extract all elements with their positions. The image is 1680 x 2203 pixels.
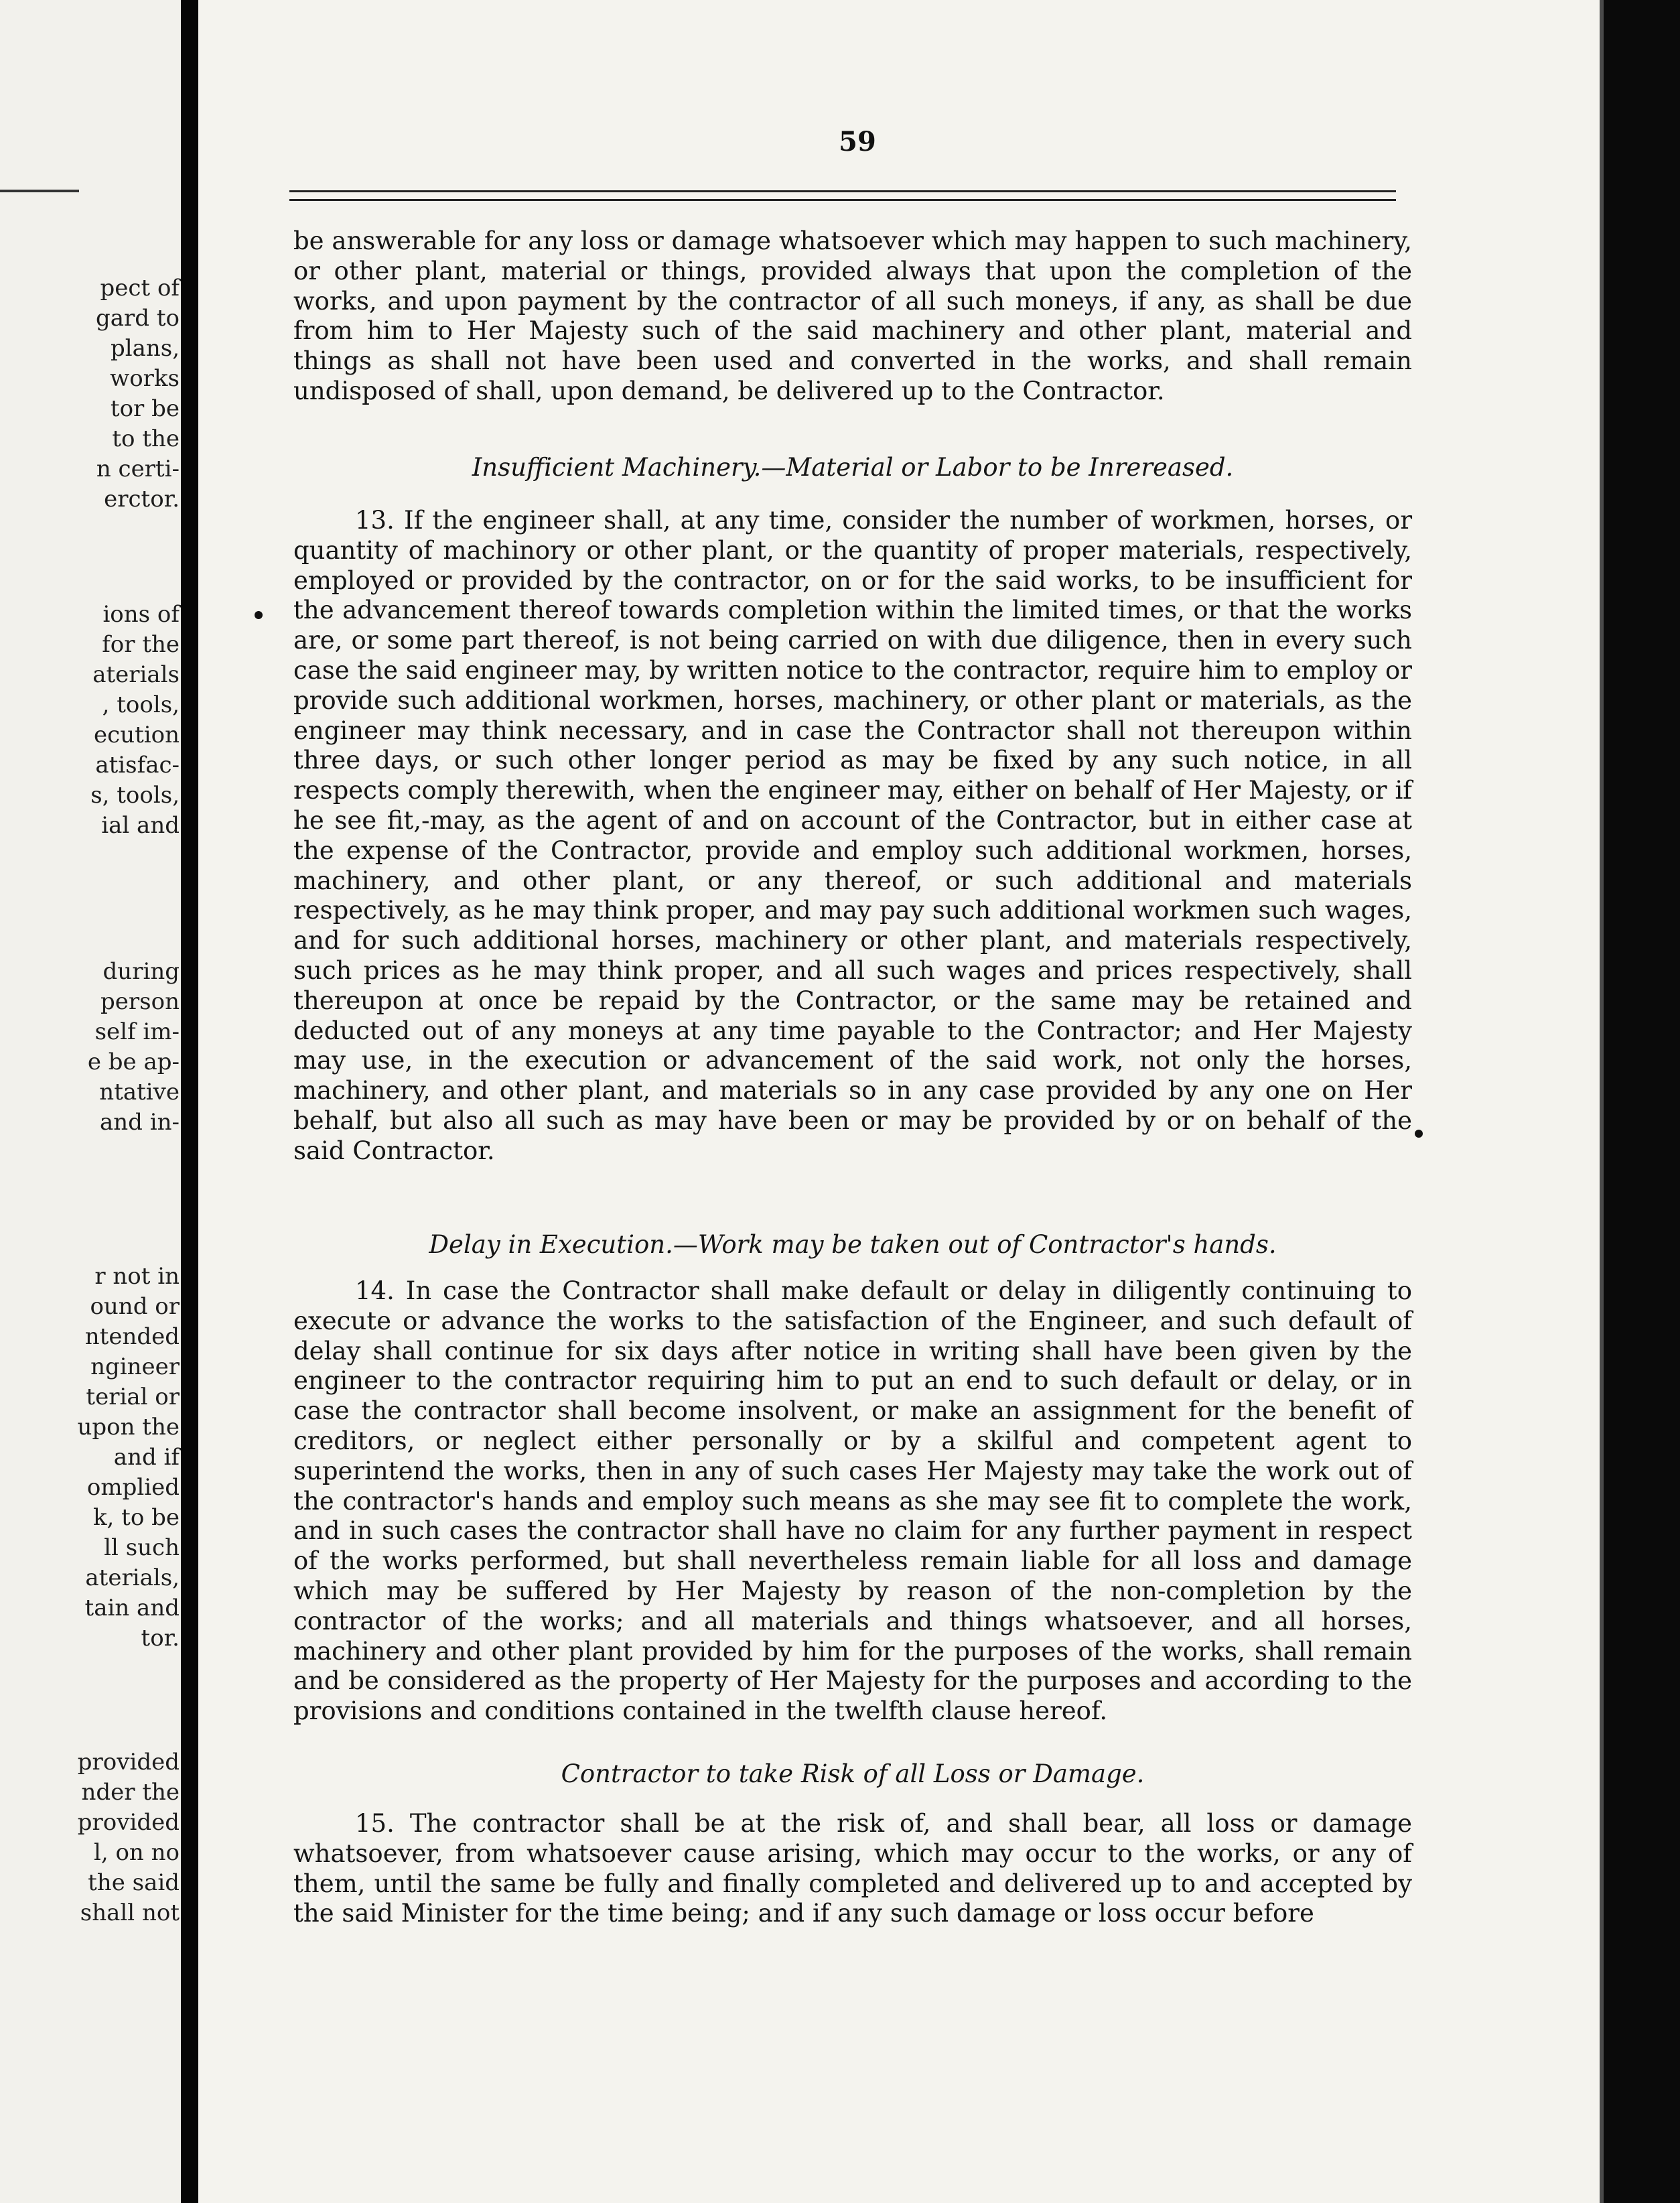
- section-14-body: [293, 1276, 1412, 1727]
- section-14-heading: Delay in Execution.—Work may be taken out of Contractor's hands.: [429, 1230, 1277, 1259]
- left-page-line: l, on no: [93, 1839, 180, 1866]
- intro-paragraph: [293, 226, 1412, 407]
- book-binding: [1600, 0, 1680, 2203]
- left-page-line: ial and: [101, 812, 180, 839]
- left-page-line: ll such: [104, 1534, 180, 1561]
- binding-edge: [1600, 0, 1604, 2203]
- left-page-line: provided: [77, 1809, 180, 1836]
- section-15-text: 15. The contractor shall be at the risk of, and shall bear, all loss or damage whatsoever, from whatsoever cause arising, which may occur to the works, or any of them, until the same be fully and finally completed and delivered up to and accepted by the said Minister for the time being; and if any such damage or loss occur before: [293, 1809, 1412, 1928]
- left-page-line: during: [102, 958, 180, 985]
- left-page-line: the said: [88, 1869, 180, 1896]
- left-page-line: omplied: [86, 1474, 180, 1501]
- left-page-line: aterials,: [85, 1564, 180, 1591]
- left-page-line: ecution: [94, 722, 180, 748]
- left-page-line: to the: [112, 425, 180, 452]
- section-14-text: 14. In case the Contractor shall make default or delay in diligently continuing to execute or advance the works to the satisfaction of the Engineer, and such default of delay shall continue for six days after notice in writing shall have been given by the engineer to the contractor requiring him to put an end to such default or delay, or in case the contractor shall become insolvent, or make an assignment for the benefit of creditors, or neglect either personally or by a skilful and competent agent to superintend the works, then in any of such cases Her Majesty may take the work out of the contractor's hands and employ such means as she may see fit to complete the work, and in such cases the contractor shall have no claim for any further payment in respect of the works performed, but shall nevertheless remain liable for all loss and damage which may be suffered by Her Majesty by reason of the non-completion by the contractor of the works; and all materials and things whatsoever, and all horses, machinery and other plant provided by him for the purposes of the works, shall remain and be considered as the property of Her Majesty for the purposes and according to the provisions and conditions contained in the twelfth clause hereof.: [293, 1276, 1412, 1726]
- left-page-line: atisfac-: [95, 752, 180, 779]
- left-page-line: works: [110, 365, 180, 392]
- section-13-text: 13. If the engineer shall, at any time, consider the number of workmen, horses, or quantity of machinory or other plant, or the quantity of proper materials, respectively, employed or provided by the contractor, on or for the said works, to be insufficient for the advancement thereof towards completion within the limited times, or that the works are, or some part thereof, is not being carried on with due diligence, then in every such case the said engineer may, by written notice to the contractor, require him to employ or provide such additional workmen, horses, machinery, or other plant or materials, as the engineer may think necessary, and in case the Contractor shall not thereupon within three days, or such other longer period as may be fixed by any such notice, in all respects comply therewith, when the engineer may, either on behalf of Her Majesty, or if he see fit,-may, as the agent of and on account of the Contractor, but in either case at the expense of the Contractor, provide and employ such additional workmen, horses, machinery, and other plant, or any thereof, or such additional and materials respectively, as he may think proper, and may pay such additional workmen such wages, and for such additional horses, machinery or other plant, and materials respectively, such prices as he may think proper, and all such wages and prices respectively, shall thereupon at once be repaid by the Contractor, or the same may be retained and deducted out of any moneys at any time payable to the Contractor; and Her Majesty may use, in the execution or advancement of the said work, not only the horses, machinery, and other plant, and materials so in any case provided by any one on Her behalf, but also all such as may have been or may be provided by or on behalf of the said Contractor.: [293, 506, 1412, 1165]
- left-page-line: n certi-: [96, 456, 180, 482]
- left-page-line: erctor.: [104, 486, 180, 513]
- left-page-line: ntative: [99, 1079, 180, 1106]
- left-page-rule: [0, 190, 79, 192]
- left-page-line: ntended: [84, 1323, 180, 1350]
- left-page-line: plans,: [110, 335, 180, 362]
- margin-dot: [1415, 1130, 1423, 1138]
- left-page-line: and if: [113, 1444, 180, 1471]
- left-page-line: s, tools,: [90, 782, 180, 809]
- section-15-heading: Contractor to take Risk of all Loss or Damage.: [561, 1759, 1145, 1788]
- left-page-line: gard to: [96, 305, 180, 332]
- header-rule: [289, 190, 1396, 201]
- left-page-line: for the: [102, 631, 180, 658]
- left-page-line: nder the: [81, 1779, 180, 1806]
- left-page-line: tor be: [110, 395, 180, 422]
- left-page-line: provided: [77, 1749, 180, 1776]
- left-page-line: r not in: [94, 1263, 180, 1290]
- margin-dot: [255, 611, 263, 619]
- left-page-line: , tools,: [102, 691, 180, 718]
- left-page-line: shall not: [80, 1899, 180, 1926]
- gutter: [181, 0, 198, 2203]
- left-page-line: pect of: [100, 275, 180, 302]
- left-page: [0, 0, 182, 2203]
- left-page-line: terial or: [86, 1384, 180, 1410]
- section-13-body: [293, 506, 1412, 1166]
- left-page-line: person: [100, 988, 180, 1015]
- left-page-line: ngineer: [90, 1353, 180, 1380]
- left-page-line: upon the: [77, 1414, 180, 1441]
- left-page-line: e be ap-: [87, 1049, 180, 1075]
- intro-text: be answerable for any loss or damage whatsoever which may happen to such machinery, or other plant, material or things, provided always that upon the completion of the works, and upon payment by the contractor of all such moneys, if any, as shall be due from him to Her Majesty such of the said machinery and other plant, material and things as shall not have been used and converted in the works, and shall remain undisposed of shall, upon demand, be delivered up to the Contractor.: [293, 226, 1412, 405]
- left-page-line: k, to be: [92, 1504, 180, 1531]
- left-page-line: self im-: [94, 1018, 180, 1045]
- left-page-line: aterials: [92, 661, 180, 688]
- left-page-line: ound or: [90, 1293, 180, 1320]
- left-page-line: tain and: [84, 1595, 180, 1621]
- section-13-heading: Insufficient Machinery.—Material or Labor to be Inrereased.: [472, 453, 1234, 482]
- page-number: 59: [839, 126, 876, 157]
- section-15-body: [293, 1809, 1412, 1929]
- left-page-line: tor.: [141, 1625, 180, 1652]
- left-page-line: and in-: [100, 1109, 180, 1136]
- left-page-line: ions of: [102, 601, 180, 628]
